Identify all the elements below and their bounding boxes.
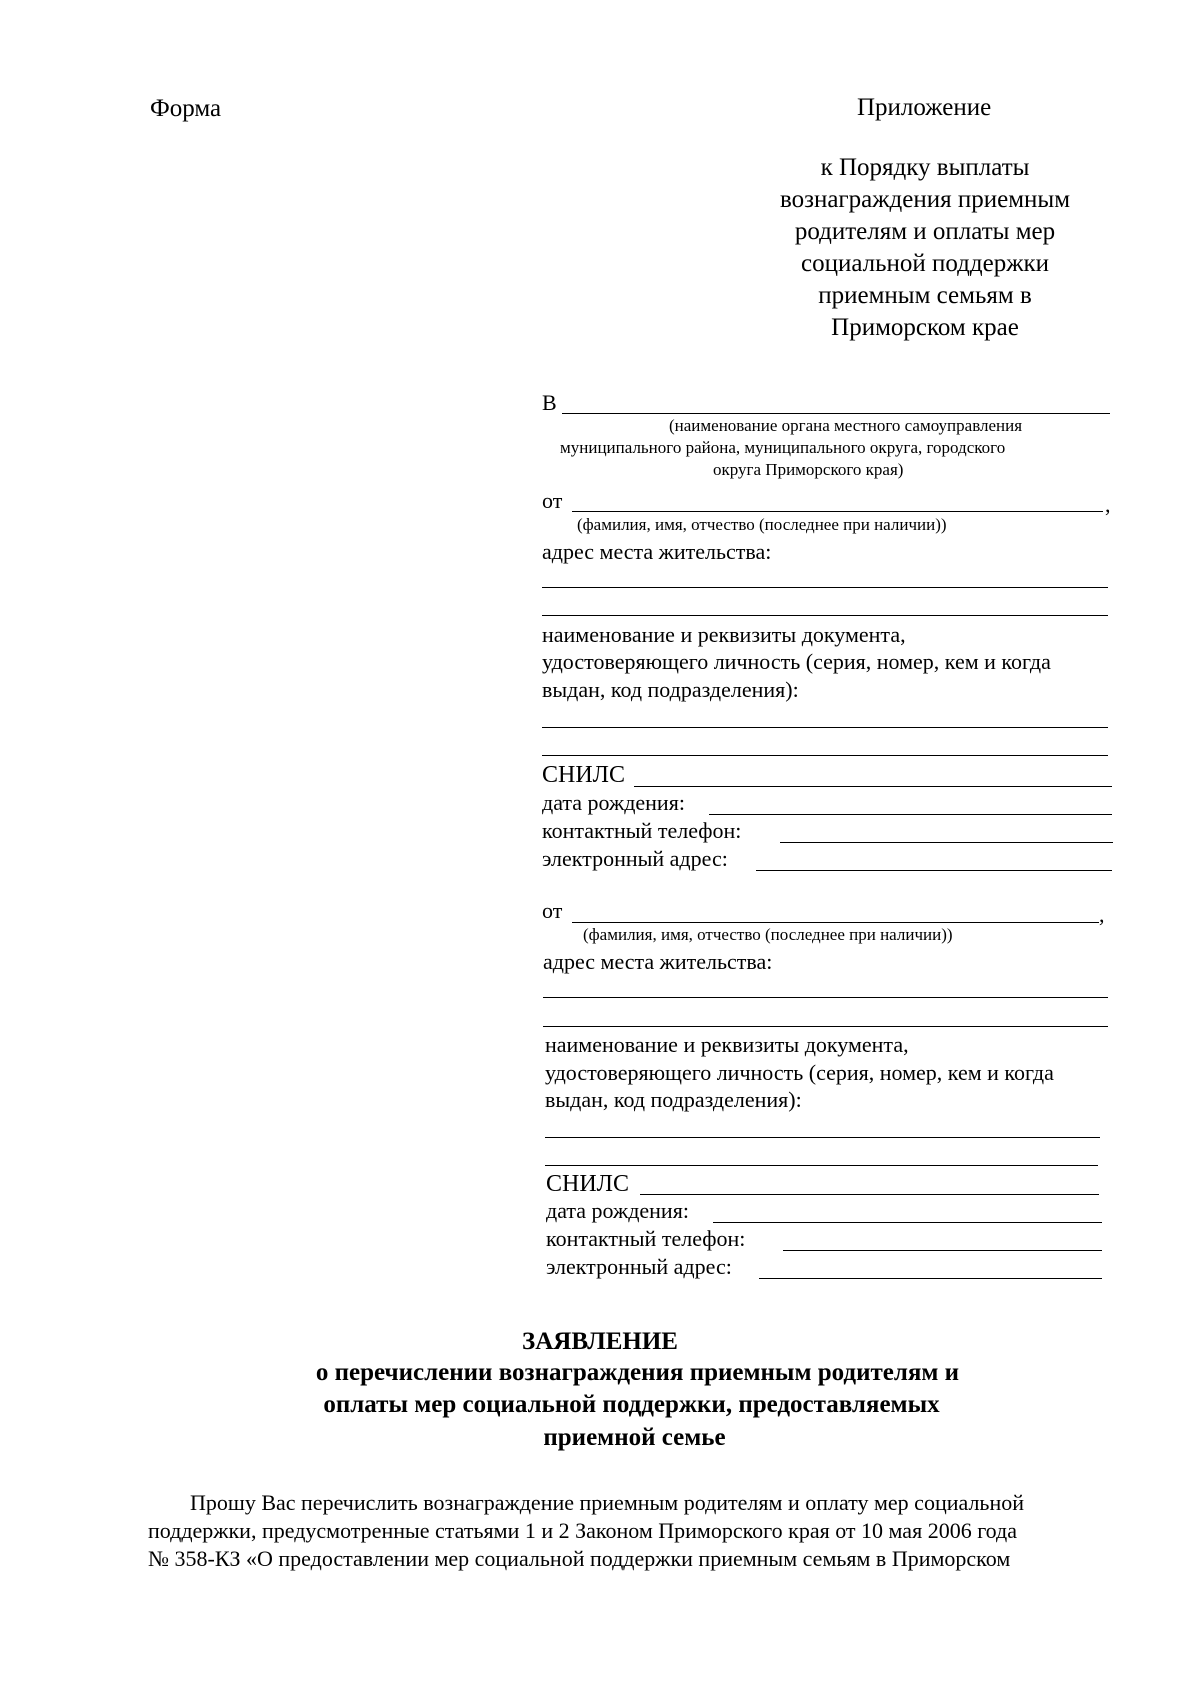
appendix-line: к Порядку выплаты [820,154,1030,181]
applicant1-email-line[interactable] [756,870,1112,871]
appendix-line: вознаграждения приемным [779,186,1071,213]
appendix-line: Приморском крае [831,314,1019,341]
applicant1-address-line-2[interactable] [542,615,1108,616]
statement-subtitle-line: оплаты мер социальной поддержки, предоставляемых [323,1391,940,1418]
name-caption: (фамилия, имя, отчество (последнее при наличии)) [583,925,953,944]
statement-subtitle-line: приемной семье [543,1424,726,1451]
from-prefix: от [542,898,563,923]
applicant1-name-line[interactable] [572,511,1103,512]
applicant2-name-line[interactable] [572,922,1099,923]
applicant2-phone-line[interactable] [783,1250,1102,1251]
applicant2-doc-line-1[interactable] [545,1137,1100,1138]
id-doc-label: удостоверяющего личность (серия, номер, кем и когда [542,649,1051,674]
applicant2-address-line-2[interactable] [543,1026,1108,1027]
from-prefix: от [542,488,563,513]
phone-label: контактный телефон: [542,818,742,843]
addressee-caption: округа Приморского края) [713,460,904,479]
phone-label: контактный телефон: [546,1226,746,1251]
email-label: электронный адрес: [546,1254,732,1279]
appendix-line: родителям и оплаты мер [794,218,1056,245]
appendix-text [735,152,1115,344]
snils-label: СНИЛС [546,1171,629,1197]
comma: , [1099,902,1105,927]
addressee-caption: муниципального района, муниципального округа, городского [560,438,1006,457]
id-doc-label: выдан, код подразделения): [542,677,799,702]
applicant1-snils-line[interactable] [634,786,1112,787]
applicant1-doc-line-2[interactable] [542,755,1108,756]
birth-date-label: дата рождения: [542,790,685,815]
applicant1-phone-line[interactable] [780,842,1113,843]
applicant2-address-line-1[interactable] [543,997,1108,998]
id-doc-label: удостоверяющего личность (серия, номер, кем и когда [545,1060,1054,1085]
applicant2-snils-line[interactable] [640,1194,1099,1195]
applicant2-doc-line-2[interactable] [545,1165,1098,1166]
email-label: электронный адрес: [542,846,728,871]
statement-body-line: поддержки, предусмотренные статьями 1 и 2 Законом Приморского края от 10 мая 2006 года [148,1518,1017,1543]
address-label: адрес места жительства: [542,539,772,564]
snils-label: СНИЛС [542,762,625,788]
addressee-caption: (наименование органа местного самоуправления [669,416,1023,435]
form-label: Форма [150,95,222,122]
name-caption: (фамилия, имя, отчество (последнее при наличии)) [577,515,947,534]
to-prefix: В [542,390,557,415]
birth-date-label: дата рождения: [546,1198,689,1223]
appendix-title: Приложение [857,94,992,121]
applicant2-email-line[interactable] [759,1278,1102,1279]
statement-title: ЗАЯВЛЕНИЕ [522,1328,678,1355]
statement-subtitle-line: о перечислении вознаграждения приемным родителям и [315,1359,960,1386]
statement-body-line: Прошу Вас перечислить вознаграждение приемным родителям и оплату мер социальной [190,1490,1025,1515]
addressee-field-line[interactable] [562,413,1110,414]
statement-body-line: № 358-КЗ «О предоставлении мер социальной поддержки приемным семьям в Приморском [148,1546,1011,1571]
id-doc-label: наименование и реквизиты документа, [545,1032,909,1057]
id-doc-label: выдан, код подразделения): [545,1087,802,1112]
applicant1-doc-line-1[interactable] [542,727,1108,728]
comma: , [1105,492,1111,517]
applicant2-birth-line[interactable] [713,1222,1102,1223]
address-label: адрес места жительства: [543,949,773,974]
applicant1-birth-line[interactable] [709,814,1112,815]
applicant1-address-line-1[interactable] [542,587,1108,588]
id-doc-label: наименование и реквизиты документа, [542,622,906,647]
appendix-line: приемным семьям в [818,282,1032,309]
appendix-line: социальной поддержки [800,250,1050,277]
